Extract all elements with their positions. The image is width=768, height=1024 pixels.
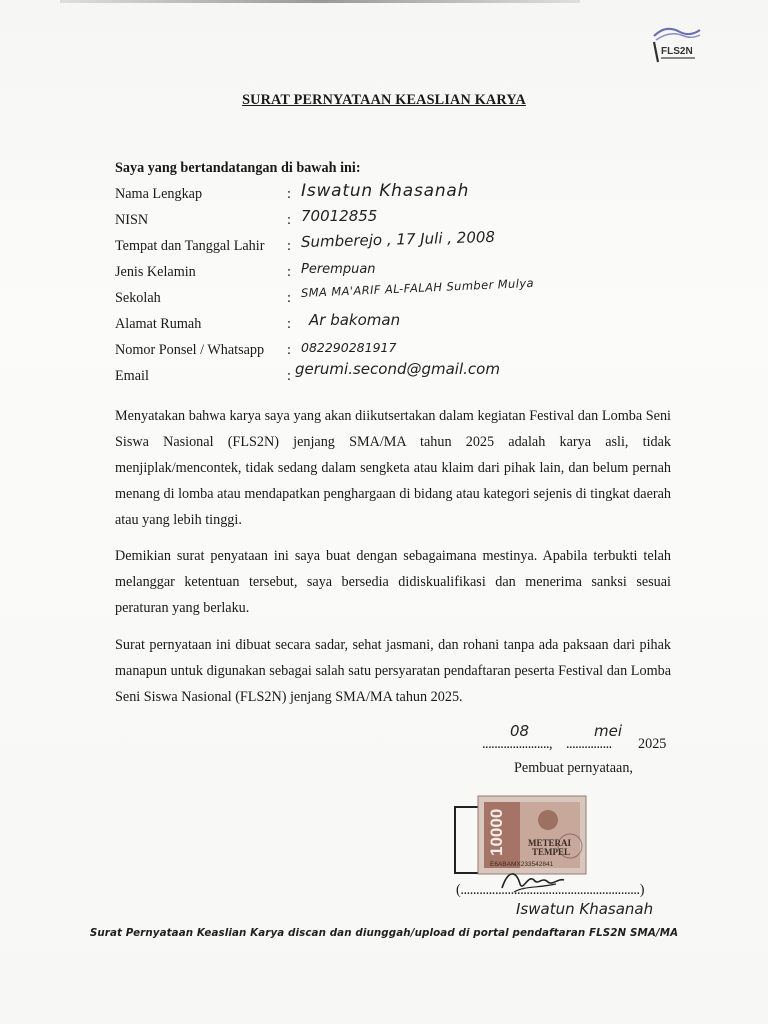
field-alamat <box>115 311 715 340</box>
stamp-text-2: TEMPEL <box>532 847 571 857</box>
date-day: 08 <box>510 722 530 740</box>
handwritten-value: gerumi.second@gmail.com <box>295 360 500 378</box>
field-sekolah <box>115 275 715 314</box>
date-line <box>482 722 672 752</box>
date-month: mei <box>594 722 623 740</box>
stamp-serial: E6ABAMX233542841 <box>490 861 554 868</box>
stamp-value: 10000 <box>487 808 506 856</box>
handwritten-value: Perempuan <box>301 262 376 277</box>
fls2n-logo <box>646 22 706 68</box>
field-colon: : <box>287 238 291 254</box>
field-colon: : <box>287 290 291 306</box>
handwritten-value: SMA MA'ARIF AL-FALAH Sumber Mulya <box>300 275 535 300</box>
field-colon: : <box>287 212 291 228</box>
field-email <box>115 360 715 392</box>
field-label: Email <box>115 368 149 384</box>
signer-caption: Pembuat pernyataan, <box>514 760 633 776</box>
field-label: Tempat dan Tanggal Lahir <box>115 238 265 254</box>
field-ttl <box>115 227 715 262</box>
handwritten-value: Sumberejo , 17 Juli , 2008 <box>300 227 496 251</box>
field-label: Sekolah <box>115 290 161 306</box>
field-label: Jenis Kelamin <box>115 264 196 280</box>
intro-text: Saya yang bertandatangan di bawah ini: <box>115 160 361 176</box>
field-colon: : <box>287 368 291 384</box>
logo-text: FLS2N <box>661 46 693 57</box>
scan-edge <box>60 0 580 3</box>
field-label: Alamat Rumah <box>115 316 202 332</box>
date-dots-day: ......................, <box>482 736 553 752</box>
paragraph-statement: Menyatakan bahwa karya saya yang akan diikutsertakan dalam kegiatan Festival dan Lomba Seni Siswa Nasional (FLS2N) jenjang SMA/MA tahun 2025 adalah karya asli, tidak menjiplak/mencontek, tidak sedang dalam sengketa atau klaim dari pihak lain, dan belum pernah menang di lomba atau mendapatkan penghargaan di bidang atau kategori sejenis di tingkat daerah atau yang lebih tinggi. <box>115 408 671 528</box>
date-dots-month: ............... <box>566 736 612 752</box>
field-label: Nama Lengkap <box>115 186 203 202</box>
field-colon: : <box>287 264 291 280</box>
paragraph-closing: Demikian surat penyataan ini saya buat dengan sebagaimana mestinya. Apabila terbukti telah melanggar ketentuan tersebut, saya bersedia didiskualifikasi dan menerima sanksi sesuai peraturan yang berlaku. <box>115 548 671 616</box>
stamp-text-1: METERAI <box>528 838 572 848</box>
handwritten-value: Iswatun Khasanah <box>301 181 470 201</box>
signer-name: Iswatun Khasanah <box>516 900 654 918</box>
document-title: SURAT PERNYATAAN KEASLIAN KARYA <box>242 92 526 108</box>
date-year: 2025 <box>638 736 667 752</box>
paragraph-declaration: Surat pernyataan ini dibuat secara sadar, sehat jasmani, dan rohani tanpa ada paksaan dari pihak manapun untuk digunakan sebagai salah satu persyaratan pendaftaran peserta Festival dan Lomba Seni Siswa Nasional (FLS2N) jenjang SMA/MA tahun 2025. <box>115 637 671 705</box>
field-label: NISN <box>115 212 149 228</box>
handwritten-value: Ar bakoman <box>309 311 401 329</box>
meterai-stamp <box>470 794 588 876</box>
footer-note: Surat Pernyataan Keaslian Karya discan dan diunggah/upload di portal pendaftaran FLS2N SMA/MA <box>89 927 679 939</box>
field-colon: : <box>287 186 291 202</box>
field-colon: : <box>287 316 291 332</box>
handwritten-value: 082290281917 <box>301 340 397 355</box>
handwritten-value: 70012855 <box>301 207 378 225</box>
field-nama-lengkap <box>115 181 715 210</box>
field-label: Nomor Ponsel / Whatsapp <box>115 342 265 358</box>
field-colon: : <box>287 342 291 358</box>
signature-line: (.........................................................) <box>456 882 645 898</box>
